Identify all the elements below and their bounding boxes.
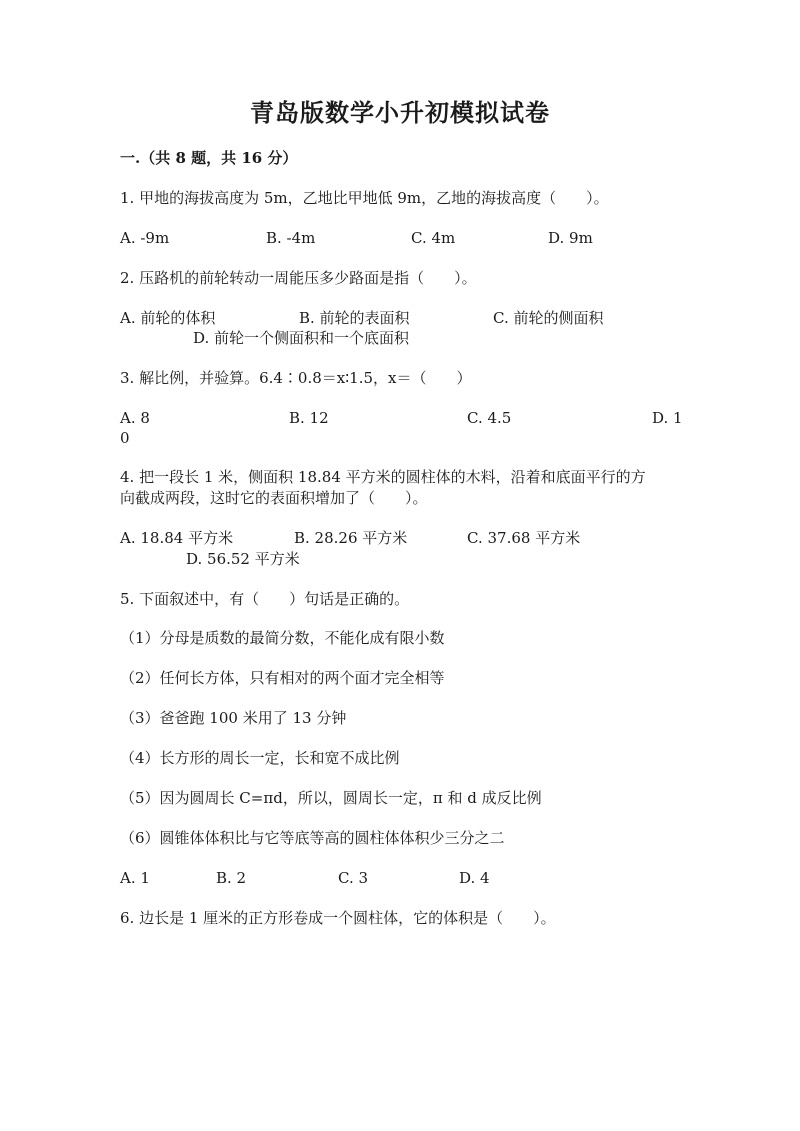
question-3-option-c: C. 4.5 [467, 409, 512, 427]
question-2-option-a: A. 前轮的体积 [120, 309, 216, 327]
question-3-stem: 3. 解比例，并验算。6.4∶0.8＝x∶1.5，x＝（ ） [120, 369, 472, 387]
question-2-stem: 2. 压路机的前轮转动一周能压多少路面是指（ ）。 [120, 269, 477, 287]
question-1-stem: 1. 甲地的海拔高度为 5m，乙地比甲地低 9m，乙地的海拔高度（ ）。 [120, 189, 609, 207]
question-1-option-b: B. -4m [266, 229, 316, 247]
question-4-stem-line-2: 向截成两段，这时它的表面积增加了（ ）。 [120, 489, 428, 507]
question-4-option-b: B. 28.26 平方米 [294, 529, 408, 547]
question-4-stem-line-1: 4. 把一段长 1 米，侧面积 18.84 平方米的圆柱体的木料，沿着和底面平行的方 [120, 468, 646, 486]
section-heading: 一.（共 8 题，共 16 分） [120, 149, 298, 167]
question-3-option-b: B. 12 [289, 409, 329, 427]
question-5-statement-6: （6）圆锥体体积比与它等底等高的圆柱体体积少三分之二 [120, 829, 505, 847]
question-3-option-a: A. 8 [120, 409, 150, 427]
question-1-option-a: A. -9m [120, 229, 170, 247]
question-2-option-c: C. 前轮的侧面积 [493, 309, 604, 327]
question-5-option-c: C. 3 [338, 869, 369, 887]
question-5-statement-5: （5）因为圆周长 C=πd，所以，圆周长一定，π 和 d 成反比例 [120, 789, 542, 807]
question-5-stem: 5. 下面叙述中，有（ ）句话是正确的。 [120, 590, 410, 608]
question-5-option-b: B. 2 [216, 869, 247, 887]
question-5-statement-4: （4）长方形的周长一定，长和宽不成比例 [120, 749, 400, 767]
question-4-option-a: A. 18.84 平方米 [120, 529, 234, 547]
page-title: 青岛版数学小升初模拟试卷 [250, 98, 550, 127]
question-5-option-a: A. 1 [120, 869, 150, 887]
question-1-option-c: C. 4m [411, 229, 456, 247]
question-4-option-d: D. 56.52 平方米 [186, 550, 300, 568]
question-5-statement-1: （1）分母是质数的最简分数，不能化成有限小数 [120, 629, 445, 647]
question-3-option-d: D. 1 [652, 409, 683, 427]
question-1-option-d: D. 9m [548, 229, 593, 247]
question-6-stem: 6. 边长是 1 厘米的正方形卷成一个圆柱体，它的体积是（ ）。 [120, 909, 556, 927]
question-2-option-d: D. 前轮一个侧面积和一个底面积 [193, 329, 410, 347]
question-2-option-b: B. 前轮的表面积 [299, 309, 410, 327]
question-5-option-d: D. 4 [459, 869, 490, 887]
question-3-option-d-wrap: 0 [120, 429, 130, 447]
question-4-option-c: C. 37.68 平方米 [467, 529, 581, 547]
question-5-statement-3: （3）爸爸跑 100 米用了 13 分钟 [120, 709, 347, 727]
question-5-statement-2: （2）任何长方体，只有相对的两个面才完全相等 [120, 669, 445, 687]
